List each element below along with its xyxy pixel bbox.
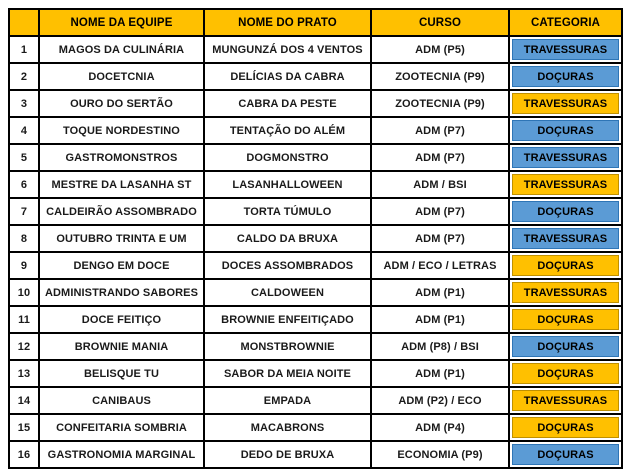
column-header-course: CURSO [371,9,509,36]
team-name-cell: TOQUE NORDESTINO [39,117,204,144]
course-cell: ADM (P4) [371,414,509,441]
category-badge: DOÇURAS [512,201,619,222]
category-badge: DOÇURAS [512,363,619,384]
team-name-cell: DOCE FEITIÇO [39,306,204,333]
category-cell [509,90,622,117]
category-cell [509,171,622,198]
dish-name-cell: MONSTBROWNIE [204,333,371,360]
team-name-cell: CALDEIRÃO ASSOMBRADO [39,198,204,225]
dish-name-cell: BROWNIE ENFEITIÇADO [204,306,371,333]
table-row [9,360,622,387]
dish-name-cell: MACABRONS [204,414,371,441]
dish-name-cell: TORTA TÚMULO [204,198,371,225]
category-badge: DOÇURAS [512,417,619,438]
row-number: 3 [9,90,39,117]
row-number: 12 [9,333,39,360]
category-cell [509,333,622,360]
row-number: 8 [9,225,39,252]
table-row [9,225,622,252]
team-name-cell: OURO DO SERTÃO [39,90,204,117]
course-cell: ECONOMIA (P9) [371,441,509,468]
dish-name-cell: TENTAÇÃO DO ALÉM [204,117,371,144]
dish-name-cell: CALDOWEEN [204,279,371,306]
row-number: 7 [9,198,39,225]
category-badge: DOÇURAS [512,444,619,465]
row-number: 9 [9,252,39,279]
category-badge: DOÇURAS [512,255,619,276]
course-cell: ADM (P2) / ECO [371,387,509,414]
category-cell [509,117,622,144]
course-cell: ADM (P1) [371,279,509,306]
course-cell: ADM (P7) [371,225,509,252]
dish-name-cell: DOCES ASSOMBRADOS [204,252,371,279]
category-cell [509,279,622,306]
table-row [9,387,622,414]
competition-table [8,8,623,469]
category-badge: TRAVESSURAS [512,93,619,114]
row-number: 10 [9,279,39,306]
row-number: 2 [9,63,39,90]
table-row [9,279,622,306]
category-cell [509,198,622,225]
column-header-index [9,9,39,36]
row-number: 6 [9,171,39,198]
table-row [9,441,622,468]
category-badge: TRAVESSURAS [512,174,619,195]
row-number: 14 [9,387,39,414]
dish-name-cell: EMPADA [204,387,371,414]
course-cell: ADM (P5) [371,36,509,63]
category-badge: DOÇURAS [512,336,619,357]
category-cell [509,414,622,441]
dish-name-cell: CALDO DA BRUXA [204,225,371,252]
table-row [9,90,622,117]
category-badge: TRAVESSURAS [512,390,619,411]
team-name-cell: MAGOS DA CULINÁRIA [39,36,204,63]
team-name-cell: CONFEITARIA SOMBRIA [39,414,204,441]
column-header-category: CATEGORIA [509,9,622,36]
row-number: 11 [9,306,39,333]
team-name-cell: BELISQUE TU [39,360,204,387]
table-row [9,36,622,63]
course-cell: ZOOTECNIA (P9) [371,90,509,117]
row-number: 5 [9,144,39,171]
course-cell: ADM (P7) [371,117,509,144]
category-cell [509,387,622,414]
table-row [9,117,622,144]
category-cell [509,144,622,171]
course-cell: ADM (P7) [371,198,509,225]
category-cell [509,225,622,252]
table-row [9,333,622,360]
category-badge: DOÇURAS [512,309,619,330]
row-number: 4 [9,117,39,144]
dish-name-cell: DEDO DE BRUXA [204,441,371,468]
table-body [9,36,622,468]
dish-name-cell: DELÍCIAS DA CABRA [204,63,371,90]
table-row [9,306,622,333]
table-row [9,63,622,90]
row-number: 13 [9,360,39,387]
column-header-dish: NOME DO PRATO [204,9,371,36]
dish-name-cell: DOGMONSTRO [204,144,371,171]
table-row [9,144,622,171]
row-number: 15 [9,414,39,441]
course-cell: ADM (P1) [371,306,509,333]
team-name-cell: GASTROMONSTROS [39,144,204,171]
table-row [9,414,622,441]
category-cell [509,252,622,279]
row-number: 16 [9,441,39,468]
team-name-cell: ADMINISTRANDO SABORES [39,279,204,306]
team-name-cell: MESTRE DA LASANHA ST [39,171,204,198]
table-header-row [9,9,622,36]
table-row [9,252,622,279]
category-badge: TRAVESSURAS [512,228,619,249]
category-badge: TRAVESSURAS [512,39,619,60]
category-cell [509,306,622,333]
dish-name-cell: LASANHALLOWEEN [204,171,371,198]
course-cell: ADM / ECO / LETRAS [371,252,509,279]
course-cell: ADM (P1) [371,360,509,387]
team-name-cell: GASTRONOMIA MARGINAL [39,441,204,468]
course-cell: ADM (P8) / BSI [371,333,509,360]
dish-name-cell: MUNGUNZÁ DOS 4 VENTOS [204,36,371,63]
category-cell [509,360,622,387]
table-row [9,198,622,225]
category-badge: TRAVESSURAS [512,147,619,168]
category-badge: DOÇURAS [512,120,619,141]
course-cell: ZOOTECNIA (P9) [371,63,509,90]
category-cell [509,441,622,468]
table-row [9,171,622,198]
course-cell: ADM (P7) [371,144,509,171]
course-cell: ADM / BSI [371,171,509,198]
category-badge: DOÇURAS [512,66,619,87]
table-header [9,9,622,36]
team-name-cell: OUTUBRO TRINTA E UM [39,225,204,252]
category-badge: TRAVESSURAS [512,282,619,303]
team-name-cell: BROWNIE MANIA [39,333,204,360]
category-cell [509,36,622,63]
team-name-cell: CANIBAUS [39,387,204,414]
dish-name-cell: CABRA DA PESTE [204,90,371,117]
team-name-cell: DOCETCNIA [39,63,204,90]
column-header-team: NOME DA EQUIPE [39,9,204,36]
row-number: 1 [9,36,39,63]
dish-name-cell: SABOR DA MEIA NOITE [204,360,371,387]
category-cell [509,63,622,90]
team-name-cell: DENGO EM DOCE [39,252,204,279]
